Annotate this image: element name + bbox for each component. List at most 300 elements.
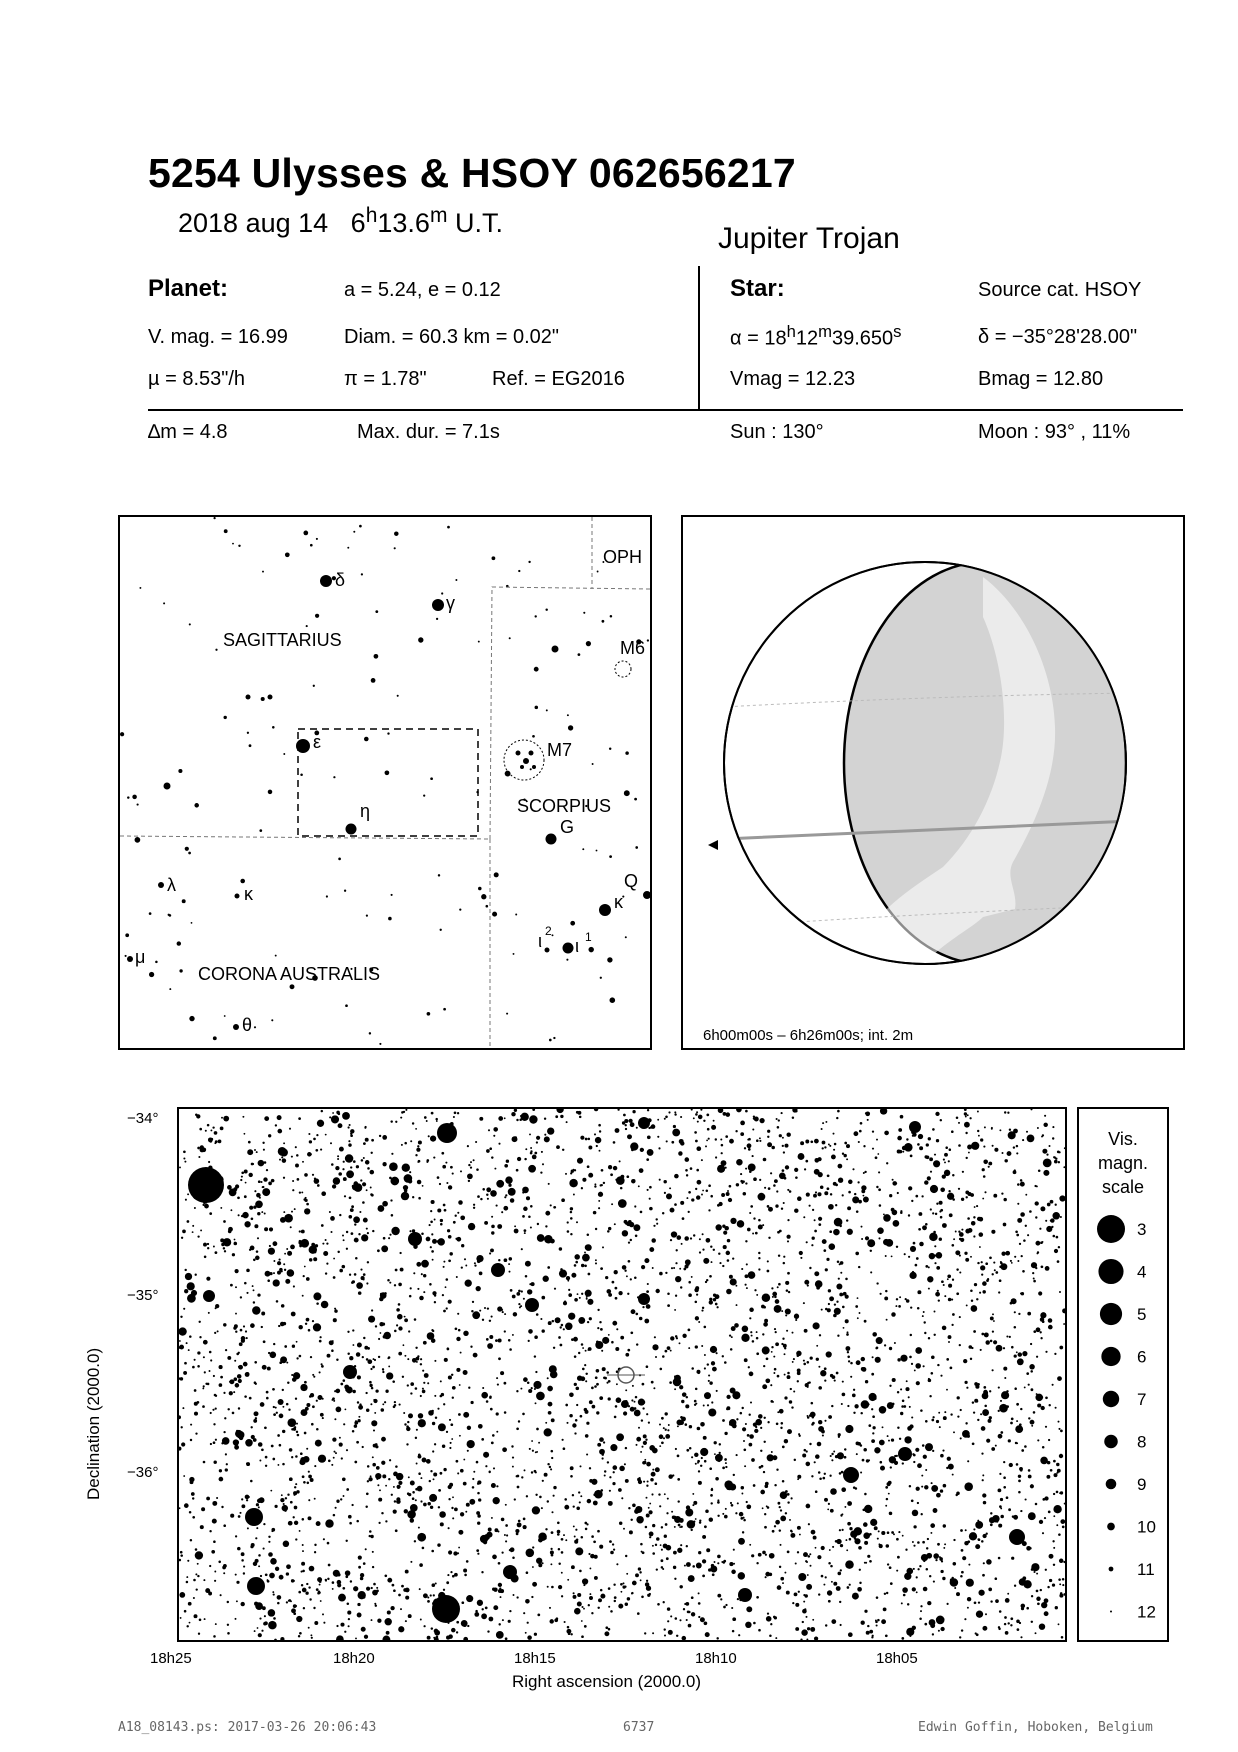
background-star bbox=[877, 1619, 880, 1622]
background-star bbox=[717, 1562, 719, 1564]
background-star bbox=[343, 1177, 347, 1181]
background-star bbox=[575, 1529, 577, 1531]
background-star bbox=[458, 1329, 461, 1332]
background-star bbox=[787, 1501, 789, 1503]
background-star bbox=[646, 1497, 648, 1499]
background-star bbox=[981, 1453, 983, 1455]
background-star bbox=[797, 1380, 799, 1382]
background-star bbox=[510, 1289, 513, 1292]
background-star bbox=[684, 1565, 686, 1567]
background-star bbox=[1021, 1449, 1024, 1452]
background-star bbox=[275, 1567, 279, 1571]
background-star bbox=[730, 1218, 736, 1224]
background-star bbox=[926, 1553, 932, 1559]
background-star bbox=[580, 1415, 583, 1418]
background-star bbox=[960, 1238, 964, 1242]
background-star bbox=[365, 1506, 367, 1508]
background-star bbox=[271, 1530, 273, 1532]
background-star bbox=[596, 1383, 599, 1386]
background-star bbox=[332, 1397, 335, 1400]
background-star bbox=[908, 1396, 910, 1398]
background-star bbox=[618, 1199, 627, 1208]
background-star bbox=[623, 1114, 626, 1117]
background-star bbox=[215, 1140, 218, 1143]
background-star bbox=[306, 1318, 310, 1322]
background-star bbox=[816, 1358, 819, 1361]
background-star bbox=[415, 1387, 418, 1390]
background-star bbox=[748, 1271, 756, 1279]
background-star bbox=[686, 1174, 688, 1176]
background-star bbox=[1038, 1291, 1042, 1295]
background-star bbox=[549, 1365, 557, 1373]
background-star bbox=[262, 1186, 264, 1188]
background-star bbox=[366, 1409, 369, 1412]
background-star bbox=[244, 1133, 246, 1135]
background-star bbox=[704, 1525, 707, 1528]
background-star bbox=[653, 1387, 655, 1389]
background-star bbox=[1055, 1407, 1057, 1409]
background-star bbox=[675, 1448, 677, 1450]
background-star bbox=[859, 1569, 861, 1571]
background-star bbox=[332, 1437, 336, 1441]
background-star bbox=[427, 1636, 431, 1640]
background-star bbox=[646, 1304, 651, 1309]
background-star bbox=[318, 1395, 323, 1400]
background-star bbox=[922, 1444, 925, 1447]
background-star bbox=[419, 1563, 423, 1567]
background-star bbox=[345, 1570, 351, 1576]
background-star bbox=[785, 1281, 789, 1285]
background-star bbox=[1036, 1573, 1038, 1575]
background-star bbox=[199, 1128, 202, 1131]
background-star bbox=[440, 1522, 444, 1526]
background-star bbox=[1029, 1364, 1034, 1369]
background-star bbox=[546, 709, 548, 711]
background-star bbox=[699, 1251, 701, 1253]
background-star bbox=[609, 1476, 611, 1478]
background-star bbox=[382, 1135, 387, 1140]
background-star bbox=[440, 1472, 443, 1475]
background-star bbox=[489, 1147, 492, 1150]
background-star bbox=[768, 1237, 770, 1239]
background-star bbox=[508, 1620, 511, 1623]
background-star bbox=[1051, 1226, 1053, 1228]
background-star bbox=[408, 1476, 410, 1478]
background-star bbox=[777, 1411, 779, 1413]
background-star bbox=[827, 1308, 831, 1312]
background-star bbox=[661, 1559, 664, 1562]
background-star bbox=[510, 1547, 515, 1552]
background-star bbox=[229, 1381, 231, 1383]
background-star bbox=[596, 1411, 599, 1414]
background-star bbox=[375, 1473, 381, 1479]
background-star bbox=[351, 1504, 353, 1506]
legend-dot bbox=[1097, 1215, 1125, 1243]
background-star bbox=[737, 1502, 739, 1504]
background-star bbox=[966, 1304, 968, 1306]
background-star bbox=[957, 1396, 960, 1399]
background-star bbox=[434, 1630, 440, 1636]
background-star bbox=[1014, 1311, 1016, 1313]
background-star bbox=[787, 1272, 790, 1275]
background-star bbox=[769, 1553, 775, 1559]
background-star bbox=[797, 1475, 801, 1479]
background-star bbox=[812, 1209, 814, 1211]
background-star bbox=[213, 1540, 216, 1543]
background-star bbox=[239, 1512, 241, 1514]
background-star bbox=[710, 1195, 713, 1198]
background-star bbox=[977, 1538, 979, 1540]
background-star bbox=[472, 1311, 480, 1319]
background-star bbox=[763, 1471, 765, 1473]
background-star bbox=[785, 1512, 787, 1514]
background-star bbox=[581, 1606, 583, 1608]
background-star bbox=[430, 1506, 433, 1509]
background-star bbox=[588, 1553, 590, 1555]
background-star bbox=[665, 1429, 667, 1431]
background-star bbox=[262, 1365, 267, 1370]
planet-diameter: Diam. = 60.3 km = 0.02" bbox=[344, 326, 559, 348]
background-star bbox=[479, 1310, 481, 1312]
background-star bbox=[655, 1356, 657, 1358]
background-star bbox=[827, 1590, 832, 1595]
background-star bbox=[963, 1359, 967, 1363]
field-star bbox=[245, 1508, 263, 1526]
background-star bbox=[532, 735, 535, 738]
background-star bbox=[594, 1109, 598, 1111]
background-star bbox=[357, 1419, 360, 1422]
background-star bbox=[872, 1148, 874, 1150]
background-star bbox=[246, 1462, 248, 1464]
background-star bbox=[302, 1588, 307, 1593]
background-star bbox=[215, 1439, 217, 1441]
background-star bbox=[369, 1381, 372, 1384]
background-star bbox=[279, 1444, 282, 1447]
legend-dot bbox=[1101, 1347, 1120, 1366]
background-star bbox=[828, 1303, 830, 1305]
background-star bbox=[511, 1445, 513, 1447]
background-star bbox=[245, 1439, 253, 1447]
background-star bbox=[458, 1547, 460, 1549]
background-star bbox=[964, 1252, 967, 1255]
background-star bbox=[282, 1389, 284, 1391]
column-divider bbox=[698, 266, 700, 409]
background-star bbox=[663, 1427, 665, 1429]
background-star bbox=[1009, 1463, 1013, 1467]
background-star bbox=[314, 1251, 316, 1253]
background-star bbox=[385, 1390, 388, 1393]
background-star bbox=[992, 1145, 994, 1147]
background-star bbox=[289, 1128, 291, 1130]
background-star bbox=[1055, 1606, 1058, 1609]
background-star bbox=[864, 1541, 868, 1545]
background-star bbox=[729, 1484, 736, 1491]
background-star bbox=[1006, 1496, 1009, 1499]
background-star bbox=[236, 1600, 238, 1602]
background-star bbox=[259, 1197, 261, 1199]
background-star bbox=[735, 1130, 737, 1132]
background-star bbox=[894, 1342, 896, 1344]
background-star bbox=[401, 1192, 409, 1200]
background-star bbox=[415, 1488, 418, 1491]
background-star bbox=[1011, 1557, 1014, 1560]
background-star bbox=[674, 1578, 676, 1580]
background-star bbox=[302, 1518, 305, 1521]
background-star bbox=[949, 1148, 952, 1151]
background-star bbox=[1039, 1623, 1045, 1629]
background-star bbox=[958, 1144, 961, 1147]
background-star bbox=[924, 1332, 926, 1334]
background-star bbox=[698, 1481, 702, 1485]
background-star bbox=[308, 1133, 310, 1135]
background-star bbox=[371, 1139, 374, 1142]
background-star bbox=[498, 1583, 502, 1587]
background-star bbox=[733, 1549, 735, 1551]
background-star bbox=[830, 1193, 832, 1195]
background-star bbox=[203, 1340, 208, 1345]
background-star bbox=[660, 1544, 662, 1546]
background-star bbox=[268, 1134, 271, 1137]
background-star bbox=[1010, 1260, 1012, 1262]
background-star bbox=[550, 1563, 552, 1565]
background-star bbox=[302, 1570, 305, 1573]
background-star bbox=[195, 1573, 197, 1575]
background-star bbox=[579, 1297, 581, 1299]
background-star bbox=[470, 1346, 472, 1348]
background-star bbox=[594, 1133, 596, 1135]
background-star bbox=[762, 1551, 766, 1555]
background-star bbox=[322, 1613, 324, 1615]
background-star bbox=[493, 1127, 498, 1132]
background-star bbox=[696, 1169, 699, 1172]
background-star bbox=[568, 725, 573, 730]
background-star bbox=[415, 1154, 417, 1156]
background-star bbox=[577, 1602, 582, 1607]
background-star bbox=[875, 1156, 878, 1159]
background-star bbox=[254, 1149, 256, 1151]
background-star bbox=[1033, 1280, 1036, 1283]
background-star bbox=[834, 1308, 841, 1315]
background-star bbox=[551, 1586, 554, 1589]
background-star bbox=[977, 1217, 981, 1221]
star-theta-cra bbox=[233, 1024, 239, 1030]
background-star bbox=[347, 1603, 350, 1606]
background-star bbox=[483, 1540, 487, 1544]
background-star bbox=[610, 1173, 613, 1176]
background-star bbox=[975, 1544, 980, 1549]
background-star bbox=[823, 1584, 825, 1586]
background-star bbox=[763, 1350, 768, 1355]
background-star bbox=[367, 1465, 370, 1468]
background-star bbox=[378, 1338, 380, 1340]
background-star bbox=[797, 1371, 801, 1375]
background-star bbox=[280, 1148, 288, 1156]
background-star bbox=[441, 592, 443, 594]
background-star bbox=[1014, 1387, 1017, 1390]
background-star bbox=[549, 1607, 551, 1609]
background-star bbox=[1040, 1589, 1042, 1591]
background-star bbox=[953, 1431, 955, 1433]
background-star bbox=[775, 1204, 778, 1207]
background-star bbox=[392, 1380, 395, 1383]
background-star bbox=[325, 1134, 327, 1136]
background-star bbox=[227, 1356, 231, 1360]
background-star bbox=[339, 1147, 344, 1152]
background-star bbox=[754, 1429, 758, 1433]
background-star bbox=[534, 1633, 537, 1636]
background-star bbox=[1045, 1396, 1048, 1399]
background-star bbox=[427, 1382, 429, 1384]
background-star bbox=[782, 1446, 785, 1449]
background-star bbox=[398, 1326, 402, 1330]
background-star bbox=[664, 1493, 666, 1495]
background-star bbox=[291, 1211, 293, 1213]
background-star bbox=[981, 1426, 986, 1431]
background-star bbox=[608, 1293, 612, 1297]
background-star bbox=[505, 1637, 508, 1640]
background-star bbox=[912, 1587, 916, 1591]
background-star bbox=[568, 1289, 570, 1291]
background-star bbox=[898, 1305, 901, 1308]
background-star bbox=[354, 1424, 358, 1428]
background-star bbox=[302, 1550, 304, 1552]
background-star bbox=[709, 1381, 712, 1384]
background-star bbox=[219, 1383, 223, 1387]
background-star bbox=[998, 1557, 1001, 1560]
background-star bbox=[559, 1247, 562, 1250]
background-star bbox=[359, 525, 362, 528]
background-star bbox=[944, 1543, 946, 1545]
background-star bbox=[609, 1490, 611, 1492]
background-star bbox=[445, 1162, 447, 1164]
background-star bbox=[433, 1594, 435, 1596]
background-star bbox=[828, 1600, 831, 1603]
legend-dot bbox=[1106, 1479, 1117, 1490]
background-star bbox=[414, 1540, 416, 1542]
background-star bbox=[631, 1399, 633, 1401]
background-star bbox=[812, 1619, 814, 1621]
background-star bbox=[824, 1498, 828, 1502]
background-star bbox=[279, 1259, 281, 1261]
background-star bbox=[919, 1146, 923, 1150]
background-star bbox=[867, 1239, 875, 1247]
background-star bbox=[685, 1157, 690, 1162]
background-star bbox=[892, 1179, 894, 1181]
background-star bbox=[275, 955, 277, 957]
background-star bbox=[422, 1388, 424, 1390]
background-star bbox=[392, 1584, 395, 1587]
background-star bbox=[433, 1473, 437, 1477]
background-star bbox=[831, 1581, 833, 1583]
background-star bbox=[654, 1482, 657, 1485]
background-star bbox=[421, 1273, 423, 1275]
background-star bbox=[382, 1368, 384, 1370]
background-star bbox=[564, 1498, 567, 1501]
background-star bbox=[587, 1165, 590, 1168]
background-star bbox=[680, 1116, 682, 1118]
background-star bbox=[1044, 1611, 1049, 1616]
background-star bbox=[947, 1457, 951, 1461]
background-star bbox=[807, 1361, 810, 1364]
background-star bbox=[641, 1265, 645, 1269]
background-star bbox=[569, 1393, 574, 1398]
background-star bbox=[800, 1639, 802, 1640]
background-star bbox=[357, 1343, 362, 1348]
background-star bbox=[701, 1194, 703, 1196]
background-star bbox=[256, 1151, 258, 1153]
background-star bbox=[1043, 1123, 1047, 1127]
background-star bbox=[651, 1381, 654, 1384]
background-star bbox=[369, 1032, 371, 1034]
background-star bbox=[210, 1140, 212, 1142]
background-star bbox=[702, 1190, 704, 1192]
background-star bbox=[672, 1129, 680, 1137]
background-star bbox=[407, 1421, 409, 1423]
background-star bbox=[1000, 1431, 1003, 1434]
background-star bbox=[598, 1192, 603, 1197]
background-star bbox=[569, 1179, 577, 1187]
background-star bbox=[891, 1531, 894, 1534]
background-star bbox=[746, 1263, 748, 1265]
background-star bbox=[830, 1565, 833, 1568]
background-star bbox=[948, 1464, 954, 1470]
background-star bbox=[613, 1166, 617, 1170]
background-star bbox=[801, 1629, 807, 1635]
background-star bbox=[1002, 1152, 1004, 1154]
background-star bbox=[488, 1528, 492, 1532]
background-star bbox=[508, 1263, 510, 1265]
background-star bbox=[651, 1493, 653, 1495]
background-star bbox=[504, 1330, 506, 1332]
background-star bbox=[348, 1126, 350, 1128]
background-star bbox=[868, 1403, 870, 1405]
background-star bbox=[385, 1520, 387, 1522]
background-star bbox=[589, 1479, 593, 1483]
background-star bbox=[643, 1441, 647, 1445]
background-star bbox=[578, 1491, 580, 1493]
background-star bbox=[273, 1241, 278, 1246]
background-star bbox=[872, 1332, 877, 1337]
star-q-sco bbox=[643, 891, 650, 899]
background-star bbox=[620, 1591, 622, 1593]
background-star bbox=[489, 1252, 491, 1254]
background-star bbox=[182, 899, 186, 903]
background-star bbox=[1027, 1234, 1029, 1236]
background-star bbox=[304, 1266, 306, 1268]
background-star bbox=[1046, 1475, 1050, 1479]
background-star bbox=[260, 1181, 262, 1183]
background-star bbox=[797, 1354, 800, 1357]
background-star bbox=[306, 625, 308, 627]
background-star bbox=[917, 1307, 920, 1310]
background-star bbox=[713, 1249, 715, 1251]
background-star bbox=[303, 531, 308, 536]
background-star bbox=[922, 1541, 925, 1544]
background-star bbox=[598, 1598, 602, 1602]
background-star bbox=[798, 1573, 806, 1581]
background-star bbox=[642, 1383, 645, 1386]
background-star bbox=[675, 1617, 678, 1620]
background-star bbox=[461, 1266, 463, 1268]
background-star bbox=[413, 1272, 415, 1274]
background-star bbox=[509, 1348, 512, 1351]
background-star bbox=[567, 1626, 570, 1629]
background-star bbox=[828, 1503, 830, 1505]
background-star bbox=[435, 1118, 437, 1120]
background-star bbox=[596, 1145, 598, 1147]
background-star bbox=[675, 1276, 681, 1282]
background-star bbox=[779, 1566, 781, 1568]
